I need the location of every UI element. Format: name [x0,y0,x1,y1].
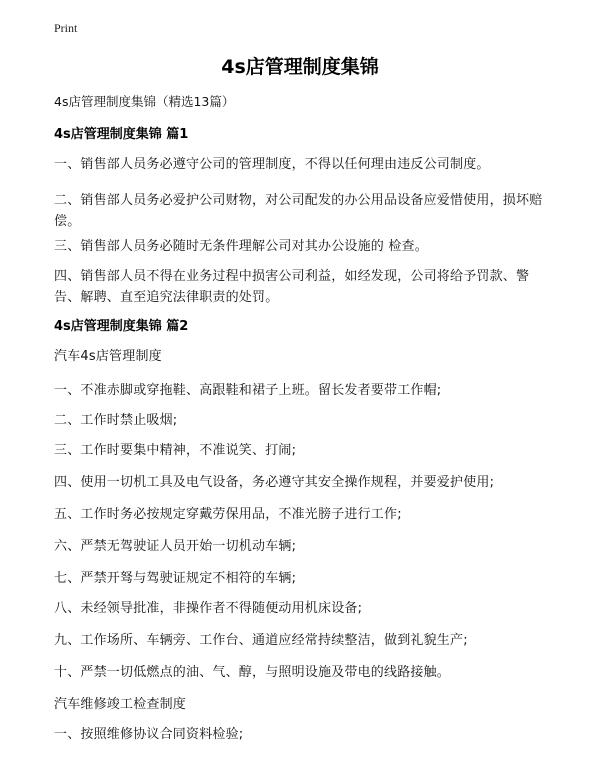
section2-item-7: 七、严禁开驽与驾驶证规定不相符的车辆; [54,571,297,586]
section1-item-2: 二、销售部人员务必爱护公司财物，对公司配发的办公用品设备应爱惜使用，损坏赔偿。 [54,193,543,229]
section-heading-1: 4s店管理制度集锦 篇1 [54,127,189,142]
section2-subheading-2: 汽车维修竣工检查制度 [54,697,187,712]
section2-item-2: 二、工作时禁止吸烟; [54,413,178,428]
section1-item-3: 三、销售部人员务必随时无条件理解公司对其办公设施的 检查。 [54,239,428,254]
section2-item-1: 一、不准赤脚或穿拖鞋、高跟鞋和裙子上班。留长发者要带工作帽; [54,383,442,398]
section2-item-3: 三、工作时要集中精神，不准说笑、打闹; [54,443,297,458]
section2-subsection-item-1: 一、按照维修协议合同资料检验; [54,727,244,742]
section2-item-5: 五、工作时务必按规定穿戴劳保用品，不准光膀子进行工作; [54,507,402,522]
section2-item-4: 四、使用一切机工具及电气设备，务必遵守其安全操作规程，并要爱护使用; [54,475,495,490]
print-label[interactable]: Print [54,21,78,35]
document-subtitle: 4s店管理制度集锦（精选13篇） [54,94,235,109]
section2-item-8: 八、未经领导批准，非操作者不得随便动用机床设备; [54,601,363,616]
section1-item-1: 一、销售部人员务必遵守公司的管理制度，不得以任何理由违反公司制度。 [54,157,490,172]
section2-subheading: 汽车4s店管理制度 [54,349,162,364]
page-title: 4s店管理制度集锦 [221,56,379,78]
section2-item-9: 九、工作场所、车辆旁、工作台、通道应经常持续整洁，做到礼貌生产; [54,633,468,648]
section2-item-10: 十、严禁一切低燃点的油、气、醇，与照明设施及带电的线路接触。 [54,665,451,680]
section2-item-6: 六、严禁无驾驶证人员开始一切机动车辆; [54,539,297,554]
section-heading-2: 4s店管理制度集锦 篇2 [54,319,189,334]
section1-item-4: 四、销售部人员不得在业务过程中损害公司利益，如经发现，公司将给予罚款、警告、解聘、直至追究法律职责的处罚。 [54,269,530,305]
